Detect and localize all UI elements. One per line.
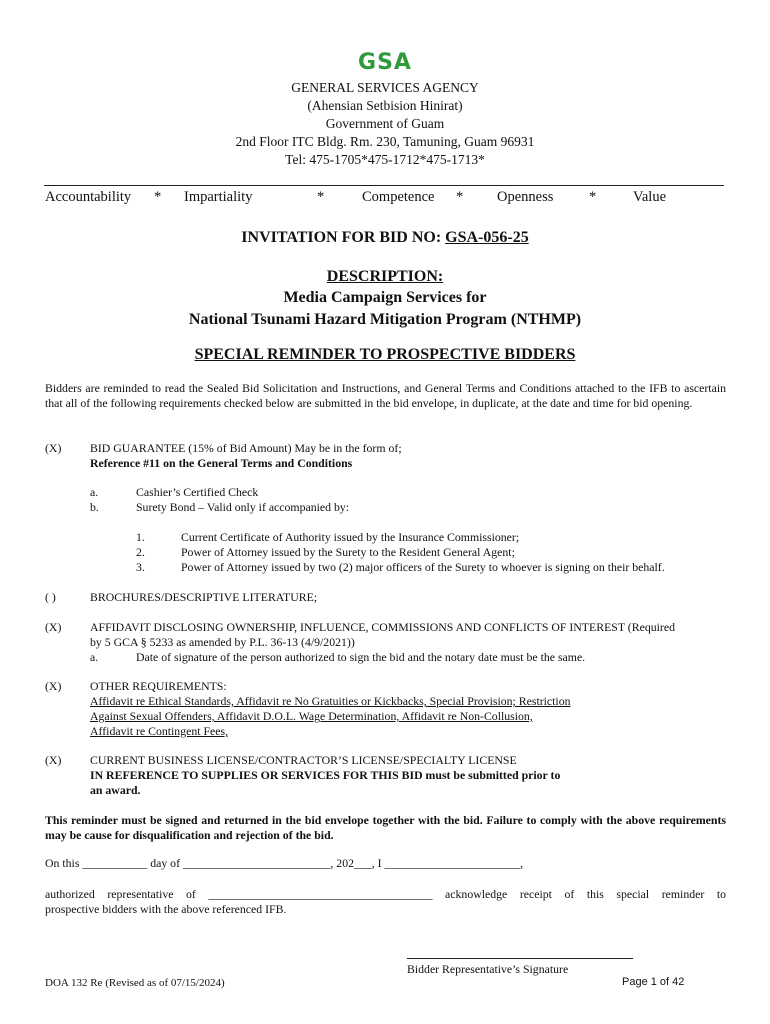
license-checkmark: (X)	[45, 753, 62, 767]
bid-number: GSA-056-25	[445, 229, 529, 246]
affidavit-line-2: by 5 GCA § 5233 as amended by P.L. 36-13 (4/9/2021))	[90, 635, 355, 649]
gsa-logo: GSA	[358, 50, 412, 75]
affidavit-line-1: AFFIDAVIT DISCLOSING OWNERSHIP, INFLUENCE, COMMISSIONS AND CONFLICTS OF INTEREST (Required	[90, 620, 675, 634]
other-line-2: Against Sexual Offenders, Affidavit D.O.L. Wage Determination, Affidavit re Non-Collusion,	[90, 709, 533, 723]
value-separator: *	[317, 189, 325, 205]
value-value: Value	[633, 189, 667, 205]
reminder-note: This reminder must be signed and returned in the bid envelope together with the bid. Failure to comply with the above requirements may be cause for disqualification and rejection of the bid.	[45, 813, 726, 842]
signature-line	[407, 958, 633, 959]
acknowledgement-line-1: On this ___________ day of _________________________, 202___, I _______________________,	[45, 856, 524, 870]
acknowledgement-line-3: prospective bidders with the above referenced IFB.	[45, 902, 287, 916]
guarantee-option-letter: b.	[90, 500, 99, 514]
acknowledgement-line-2: authorized representative of ______________________________________ acknowledge receipt of this special reminder to	[45, 887, 726, 901]
value-openness: Openness	[497, 189, 554, 205]
guarantee-reference: Reference #11 on the General Terms and Conditions	[90, 456, 353, 470]
license-title: CURRENT BUSINESS LICENSE/CONTRACTOR’S LICENSE/SPECIALTY LICENSE	[90, 753, 517, 767]
guarantee-option-text: Cashier’s Certified Check	[136, 485, 259, 499]
value-impartiality: Impartiality	[184, 189, 253, 205]
description-line-1: Media Campaign Services for	[283, 289, 487, 306]
value-accountability: Accountability	[45, 189, 132, 205]
value-separator: *	[154, 189, 162, 205]
description-heading: DESCRIPTION:	[326, 268, 444, 285]
other-line-1: Affidavit re Ethical Standards, Affidavit re No Gratuities or Kickbacks, Special Provision; Restriction	[90, 694, 571, 708]
signature-label: Bidder Representative’s Signature	[407, 962, 569, 976]
reminder-heading: SPECIAL REMINDER TO PROSPECTIVE BIDDERS	[194, 346, 576, 363]
intro-paragraph: Bidders are reminded to read the Sealed Bid Solicitation and Instructions, and General Terms and Conditions attached to the IFB to ascertain that all of the following requirements checked below are submitted in the bid envelope, in duplicate, at the date and time for bid opening.	[45, 381, 726, 410]
value-separator: *	[589, 189, 597, 205]
guarantee-title: BID GUARANTEE (15% of Bid Amount) May be in the form of;	[90, 441, 402, 455]
brochures-title: BROCHURES/DESCRIPTIVE LITERATURE;	[90, 590, 318, 604]
agency-name: GENERAL SERVICES AGENCY	[291, 80, 479, 95]
guarantee-option-letter: a.	[90, 485, 99, 499]
other-checkmark: (X)	[45, 679, 62, 693]
agency-local-name: (Ahensian Setbision Hinirat)	[307, 98, 463, 113]
agency-address: 2nd Floor ITC Bldg. Rm. 230, Tamuning, Guam 96931	[235, 134, 535, 149]
other-line-3: Affidavit re Contingent Fees,	[90, 724, 229, 738]
license-note-line-1: IN REFERENCE TO SUPPLIES OR SERVICES FOR THIS BID must be submitted prior to	[90, 768, 561, 782]
surety-item-text: Power of Attorney issued by the Surety to the Resident General Agent;	[181, 545, 515, 559]
surety-item-number: 2.	[136, 545, 145, 559]
affidavit-sub-letter: a.	[90, 650, 99, 664]
page-number: Page 1 of 42	[622, 976, 685, 988]
surety-item-number: 1.	[136, 530, 145, 544]
guarantee-option-text: Surety Bond – Valid only if accompanied by:	[136, 500, 350, 514]
license-note-line-2: an award.	[90, 783, 141, 797]
value-competence: Competence	[362, 189, 435, 205]
bid-title-prefix: INVITATION FOR BID NO:	[241, 229, 446, 246]
agency-telephone: Tel: 475-1705*475-1712*475-1713*	[285, 152, 485, 167]
form-revision: DOA 132 Re (Revised as of 07/15/2024)	[45, 977, 225, 989]
other-title: OTHER REQUIREMENTS:	[90, 679, 227, 693]
surety-item-text: Current Certificate of Authority issued by the Insurance Commissioner;	[181, 530, 520, 544]
value-separator: *	[456, 189, 464, 205]
core-values-row	[44, 185, 724, 208]
description-line-2: National Tsunami Hazard Mitigation Program (NTHMP)	[188, 311, 582, 328]
surety-item-number: 3.	[136, 560, 145, 574]
surety-item-text: Power of Attorney issued by two (2) major officers of the Surety to whoever is signing on their behalf.	[181, 560, 665, 574]
affidavit-sub-text: Date of signature of the person authorized to sign the bid and the notary date must be the same.	[136, 650, 586, 664]
government-name: Government of Guam	[325, 116, 445, 131]
guarantee-checkmark: (X)	[45, 441, 62, 455]
brochures-checkmark: ( )	[45, 590, 56, 604]
bid-title	[0, 229, 770, 247]
affidavit-checkmark: (X)	[45, 620, 62, 634]
